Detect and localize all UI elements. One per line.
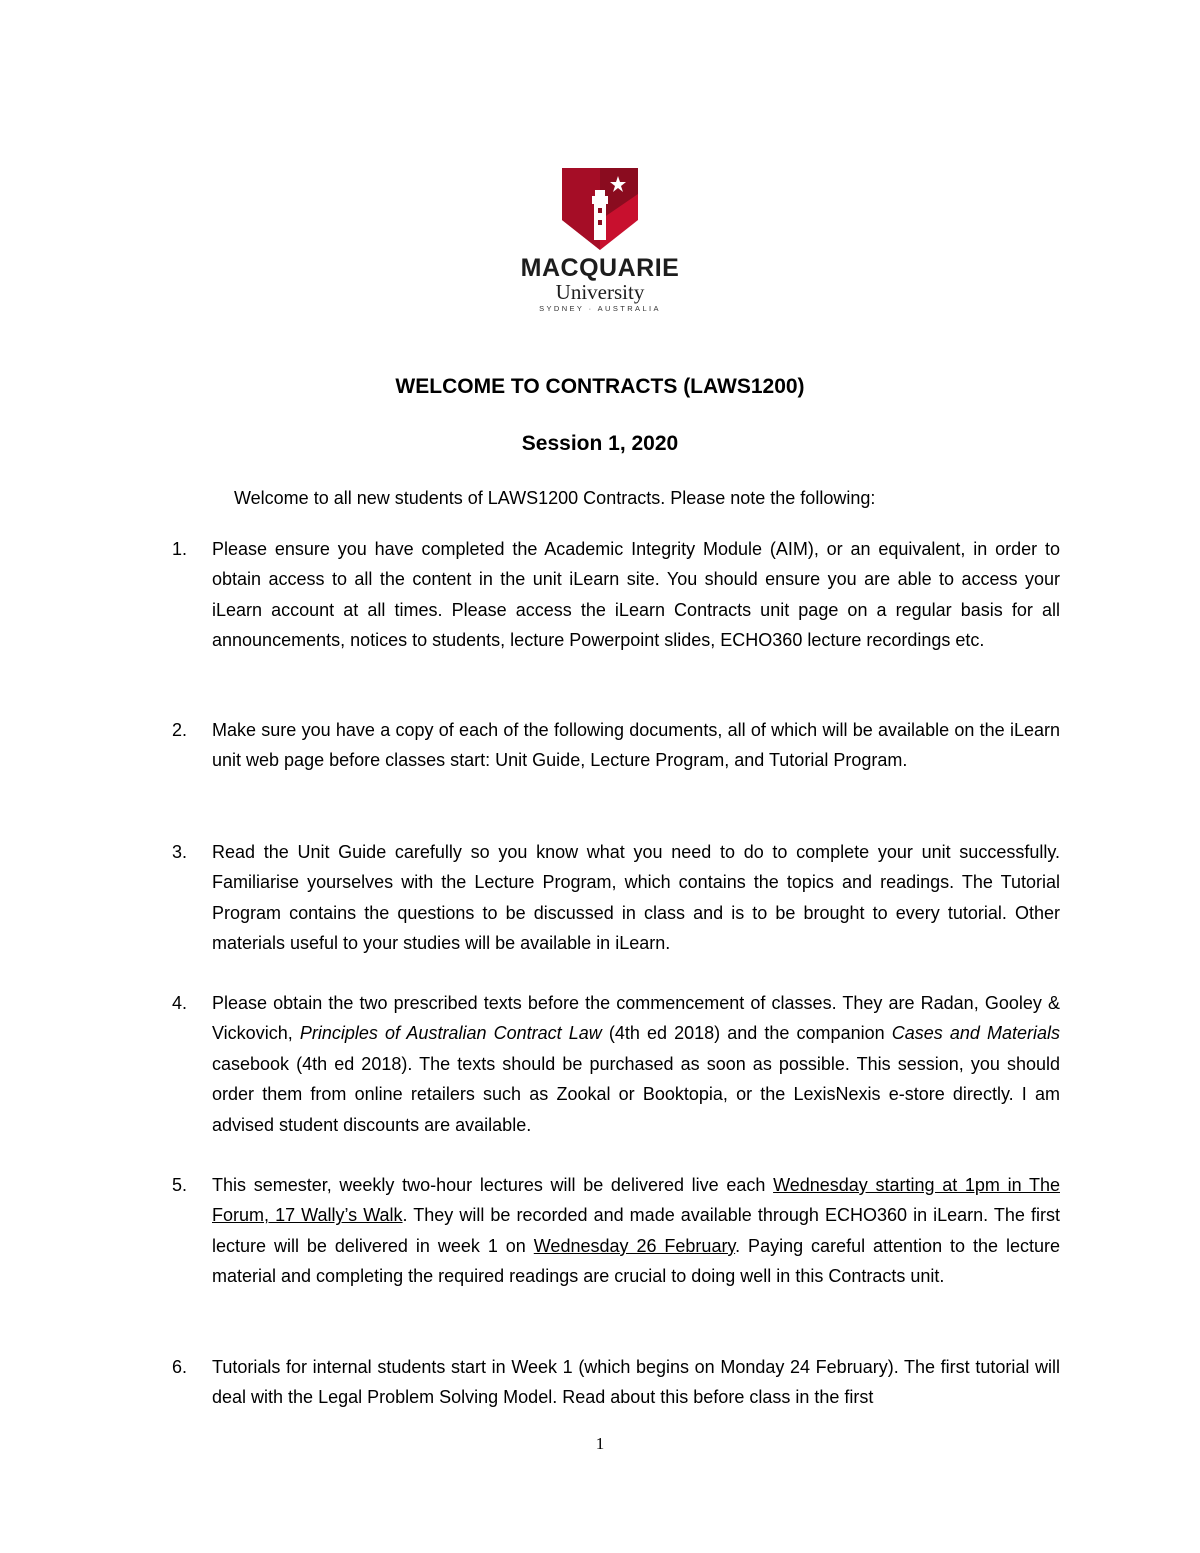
list-number: 4. <box>172 993 188 1013</box>
list-item <box>172 1170 1060 1292</box>
page-number: 1 <box>595 1434 605 1453</box>
list-number: 6. <box>172 1357 188 1377</box>
list-item <box>172 988 1061 1140</box>
list-item-text: This semester, weekly two-hour lectures will be delivered live each <box>212 1175 774 1195</box>
session-heading: Session 1, 2020 <box>521 432 679 455</box>
list-item-text: (4th ed 2018) and the companion <box>601 1023 892 1044</box>
list-item <box>172 837 1060 959</box>
logo-subtitle: University <box>555 280 645 304</box>
first-lecture-date: Wednesday 26 February <box>533 1235 736 1256</box>
list-item-text: Please ensure you have completed the Academic Integrity Module (AIM), or an equivalent, in order to obtain access to all the content in the unit iLearn site. You should ensure you are able to access your iLearn account at all times. Please access the iLearn Contracts unit page on a regular basis for all announcements, notices to students, lecture Powerpoint slides, ECHO360 lecture recordings etc. <box>212 539 1060 651</box>
list-number: 3. <box>172 842 188 862</box>
textbook-title: Principles of Australian Contract Law <box>299 1023 602 1044</box>
list-item <box>172 534 1060 656</box>
lecture-time-location: Wednesday starting at 1pm in The Forum, 17 Wally’s Walk <box>212 1175 1060 1226</box>
list-item-text: casebook (4th ed 2018). The texts should be purchased as soon as possible. This session, you should order them from online retailers such as Zookal or Booktopia, or the LexisNexis e-store directly. I am advised student discounts are available. <box>212 1053 1060 1135</box>
university-crest-icon <box>562 168 638 250</box>
casebook-title: Cases and Materials <box>891 1023 1061 1044</box>
list-item <box>172 1352 1060 1413</box>
list-item-text: . Paying careful attention to the lecture material and completing the required readings are crucial to doing well in this Contracts unit. <box>212 1235 1060 1287</box>
list-item <box>172 715 1060 776</box>
logo-location: SYDNEY · AUSTRALIA <box>539 304 661 314</box>
list-item-text: Read the Unit Guide carefully so you know what you need to do to complete your unit successfully. Familiarise yourselves with the Lecture Program, which contains the topics and readings. The Tutorial Program contains the questions to be discussed in class and is to be brought to every tutorial. Other materials useful to your studies will be available in iLearn. <box>212 842 1060 954</box>
document-title: WELCOME TO CONTRACTS (LAWS1200) <box>395 375 805 398</box>
list-item-text: Make sure you have a copy of each of the following documents, all of which will be available on the iLearn unit web page before classes start: Unit Guide, Lecture Program, and Tutorial Program. <box>212 720 1060 771</box>
intro-text: Welcome to all new students of LAWS1200 Contracts. Please note the following: <box>234 488 876 508</box>
list-item-text: . They will be recorded and made available through ECHO360 in iLearn. The first lecture will be delivered in week 1 on <box>212 1205 1060 1256</box>
list-number: 2. <box>172 720 188 740</box>
list-item-text: Please obtain the two prescribed texts before the commencement of classes. They are Radan, Gooley & Vickovich, <box>212 993 1060 1044</box>
list-number: 1. <box>172 539 188 559</box>
macquarie-logo <box>520 168 680 313</box>
logo-wordmark: MACQUARIE <box>520 254 680 282</box>
list-number: 5. <box>172 1175 188 1195</box>
list-item-text: Tutorials for internal students start in Week 1 (which begins on Monday 24 February). The first tutorial will deal with the Legal Problem Solving Model. Read about this before class in the first <box>212 1357 1060 1408</box>
